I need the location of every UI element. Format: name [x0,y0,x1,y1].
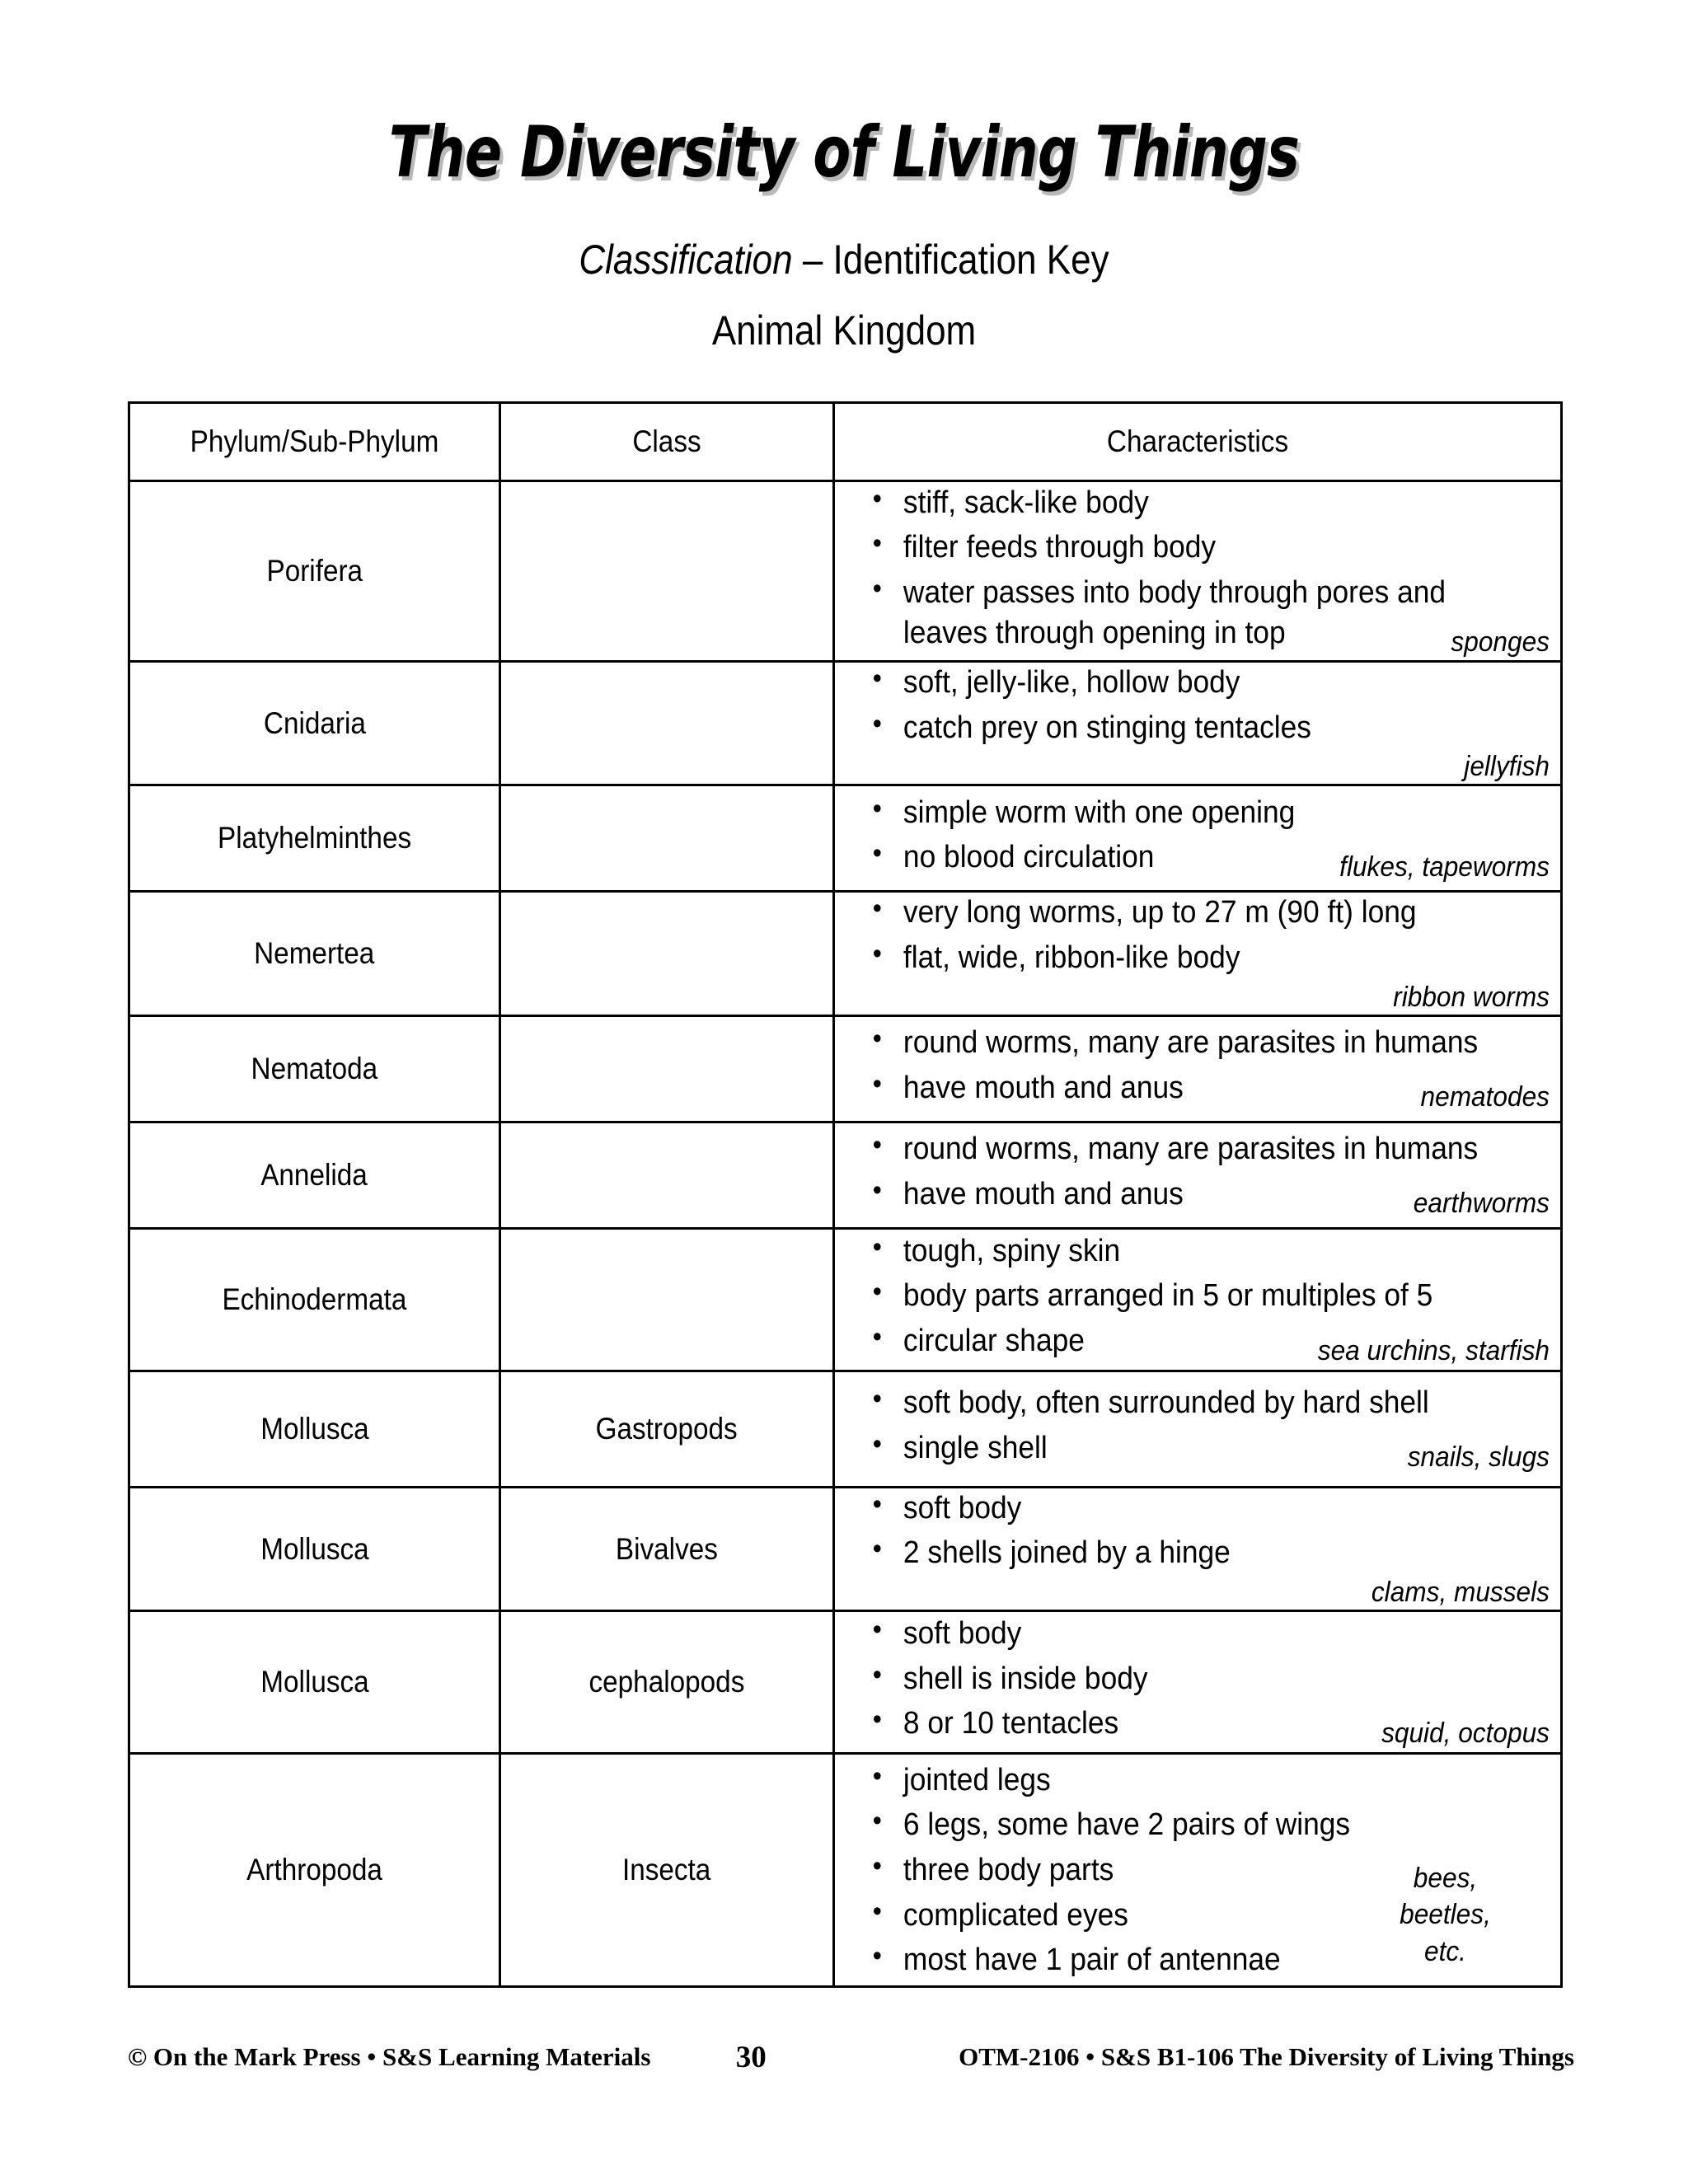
list-item: • stiff, sack-like body [870,483,1512,523]
footer-copyright: © On the Mark Press • S&S Learning Materials [128,2042,651,2071]
list-item: • most have 1 pair of antennae [870,1940,1512,1980]
table-row [129,1611,1562,1754]
cell-class [500,1228,834,1371]
cell-phylum [129,785,500,892]
example-line: bees, [1413,1862,1478,1894]
list-item: • single shell [870,1428,1512,1469]
cell-characteristics [834,1487,1562,1610]
characteristics-list [835,663,1560,748]
cell-class [500,1487,834,1610]
cell-class [500,481,834,662]
list-item: • complicated eyes [870,1896,1512,1936]
phylum-label: Mollusca [260,1665,369,1699]
class-label: Gastropods [595,1411,738,1446]
cell-characteristics [834,1371,1562,1487]
list-item: • soft body, often surrounded by hard shell [870,1383,1512,1423]
example-organisms [1361,1860,1540,1971]
characteristics-list [835,893,1560,977]
phylum-label: Mollusca [260,1411,369,1446]
cell-phylum [129,1122,500,1228]
cell-phylum [129,1228,500,1371]
characteristics-list [835,1488,1560,1573]
cell-characteristics [834,1015,1562,1122]
subtitle-rest-part: – Identification Key [792,237,1109,283]
class-label: cephalopods [588,1665,745,1699]
cell-class [500,1754,834,1987]
list-item: • three body parts [870,1850,1512,1891]
example-organisms: flukes, tapeworms [1339,851,1550,883]
table-row [129,1122,1562,1228]
cell-phylum [129,662,500,785]
cell-characteristics [834,1754,1562,1987]
cell-class [500,1015,834,1122]
table-row [129,481,1562,662]
cell-characteristics [834,1122,1562,1228]
example-organisms: squid, octopus [1381,1718,1550,1750]
class-label: Insecta [622,1853,711,1887]
phylum-label: Annelida [260,1157,368,1192]
cell-class [500,785,834,892]
example-organisms: snails, slugs [1407,1441,1550,1474]
cell-characteristics [834,892,1562,1015]
list-item: • have mouth and anus [870,1068,1512,1108]
cell-characteristics [834,785,1562,892]
list-item: • 8 or 10 tentacles [870,1704,1512,1744]
list-item: • have mouth and anus [870,1174,1512,1215]
list-item: • catch prey on stinging tentacles [870,708,1512,748]
list-item: • tough, spiny skin [870,1231,1512,1272]
column-header-phylum-label: Phylum/Sub-Phylum [190,424,439,458]
cell-phylum [129,1611,500,1754]
identification-key-table-wrapper [128,401,1560,1988]
page-title: The Diversity of Living Things [388,111,1300,194]
cell-class [500,1122,834,1228]
table-row [129,1228,1562,1371]
footer-product-code: OTM-2106 • S&S B1-106 The Diversity of Living Things [959,2042,1574,2071]
subtitle-animal-kingdom: Animal Kingdom [711,307,977,354]
table-row [129,892,1562,1015]
cell-phylum [129,892,500,1015]
example-organisms: sponges [1451,626,1550,658]
column-header-class [500,403,834,481]
table-row [129,662,1562,785]
list-item: • water passes into body through pores and leaves through opening in top [870,573,1512,653]
list-item: • 6 legs, some have 2 pairs of wings [870,1805,1512,1845]
list-item: • shell is inside body [870,1659,1512,1699]
cell-characteristics [834,1228,1562,1371]
list-item: • no blood circulation [870,837,1512,878]
list-item: • very long worms, up to 27 m (90 ft) long [870,893,1512,933]
cell-phylum [129,1371,500,1487]
footer-page-number: 30 [735,2040,767,2074]
column-header-characteristics-label: Characteristics [1106,424,1289,458]
cell-phylum [129,1487,500,1610]
list-item: • flat, wide, ribbon-like body [870,938,1512,978]
cell-characteristics [834,1611,1562,1754]
example-organisms: earthworms [1413,1188,1550,1220]
table-row [129,1371,1562,1487]
table-row [129,785,1562,892]
table-row [129,1015,1562,1122]
column-header-phylum [129,403,500,481]
class-label: Bivalves [615,1531,719,1566]
phylum-label: Porifera [266,554,363,588]
example-organisms: ribbon worms [1393,981,1550,1013]
subtitle-italic-part: Classification [579,237,793,283]
list-item: • jointed legs [870,1760,1512,1801]
cell-phylum [129,1754,500,1987]
list-item: • soft, jelly-like, hollow body [870,663,1512,703]
list-item: • circular shape [870,1321,1512,1361]
table-row [129,1487,1562,1610]
list-item: • soft body [870,1614,1512,1654]
list-item: • simple worm with one opening [870,793,1512,833]
column-header-class-label: Class [632,424,701,458]
cell-characteristics [834,481,1562,662]
list-item: • round worms, many are parasites in humans [870,1129,1512,1169]
cell-class [500,1371,834,1487]
subtitle-classification [101,236,1587,284]
cell-phylum [129,481,500,662]
list-item: • soft body [870,1488,1512,1529]
table-row [129,1754,1562,1987]
example-organisms: nematodes [1420,1081,1550,1113]
example-organisms: sea urchins, starfish [1317,1334,1550,1366]
example-organisms: jellyfish [1464,751,1550,783]
list-item: • filter feeds through body [870,527,1512,568]
column-header-characteristics [834,403,1562,481]
example-line: etc. [1424,1936,1466,1968]
phylum-label: Nematoda [251,1051,378,1085]
example-line: beetles, [1400,1899,1491,1931]
cell-class [500,662,834,785]
list-item: • body parts arranged in 5 or multiples of 5 [870,1276,1512,1316]
phylum-label: Mollusca [260,1531,369,1566]
list-item: • 2 shells joined by a hinge [870,1533,1512,1573]
cell-phylum [129,1015,500,1122]
page-footer [128,2038,1574,2076]
identification-key-table [128,401,1563,1988]
table-header-row [129,403,1562,481]
phylum-label: Platyhelminthes [217,821,412,855]
phylum-label: Cnidaria [263,705,366,740]
cell-class [500,1611,834,1754]
cell-characteristics [834,662,1562,785]
list-item: • round worms, many are parasites in humans [870,1023,1512,1063]
phylum-label: Echinodermata [222,1282,407,1316]
example-organisms: clams, mussels [1371,1577,1550,1609]
phylum-label: Nemertea [254,936,375,971]
phylum-label: Arthropoda [246,1853,382,1887]
cell-class [500,892,834,1015]
